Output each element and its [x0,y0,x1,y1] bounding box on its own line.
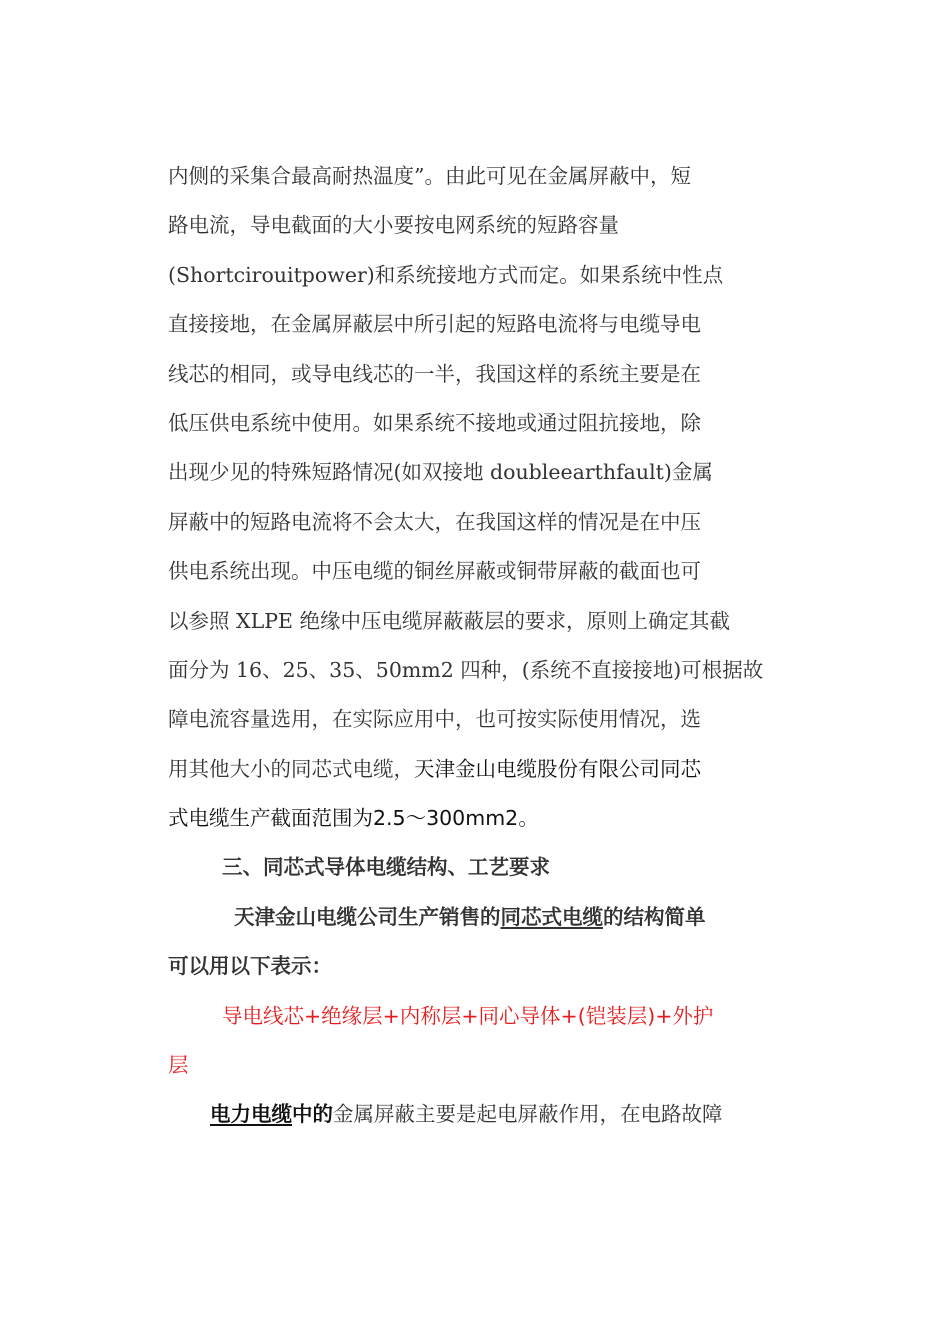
structure-formula: 导电线芯+绝缘层+内称层+同心导体+(铠装层)+外护 [222,1003,714,1028]
paragraph-line: 以参照 XLPE 绝缘中压电缆屏蔽蔽层的要求，原则上确定其截 [168,608,730,633]
paragraph-line: 内侧的采集合最高耐热温度”。由此可见在金属屏蔽中，短 [168,164,691,188]
structure-intro-line: 可以用以下表示： [168,954,332,979]
paragraph-line: 线芯的相同，或导电线芯的一半，我国这样的系统主要是在 [168,361,701,386]
document-body [168,152,778,1140]
structure-formula-continued: 层 [168,1053,189,1078]
paragraph-line: (Shortcirouitpower)和系统接地方式而定。如果系统中性点 [168,262,724,287]
range-value: 2.5～300mm2 [373,806,519,831]
power-mid-text: 中的 [292,1102,333,1127]
range-label: 式电缆生产截面范围为 [168,806,373,831]
paragraph-line: 障电流容量选用，在实际应用中，也可按实际使用情况，选 [168,707,701,732]
paragraph-line [168,1090,778,1139]
intro-text: 天津金山电缆公司生产销售的 [234,904,501,929]
concentric-cable-link[interactable]: 同芯式电缆 [500,904,603,929]
paragraph-line: 路电流，导电截面的大小要按电网系统的短路容量 [168,213,619,238]
power-rest-text: 金属屏蔽主要是起电屏蔽作用，在电路故障 [333,1102,723,1127]
paragraph-line [168,794,778,843]
paragraph-line [168,745,778,794]
line-text: 用其他大小的同芯式电缆， [168,756,414,781]
company-name-text: 天津金山电缆股份有限公司同芯 [414,756,701,781]
intro-text: 的结构简单 [603,904,706,929]
paragraph-line: 面分为 16、25、35、50mm2 四种，(系统不直接接地)可根据故 [168,657,764,682]
paragraph-line: 屏蔽中的短路电流将不会太大，在我国这样的情况是在中压 [168,509,701,534]
paragraph-line: 低压供电系统中使用。如果系统不接地或通过阻抗接地，除 [168,410,701,435]
paragraph-line: 供电系统出现。中压电缆的铜丝屏蔽或铜带屏蔽的截面也可 [168,559,701,584]
paragraph-line: 直接接地，在金属屏蔽层中所引起的短路电流将与电缆导电 [168,312,701,337]
structure-intro-line [168,893,778,942]
section-heading: 三、同芯式导体电缆结构、工艺要求 [222,855,550,880]
line-end: 。 [518,806,539,831]
paragraph-line: 出现少见的特殊短路情况(如双接地 doubleearthfault)金属 [168,460,713,485]
power-cable-link[interactable]: 电力电缆 [210,1102,292,1127]
